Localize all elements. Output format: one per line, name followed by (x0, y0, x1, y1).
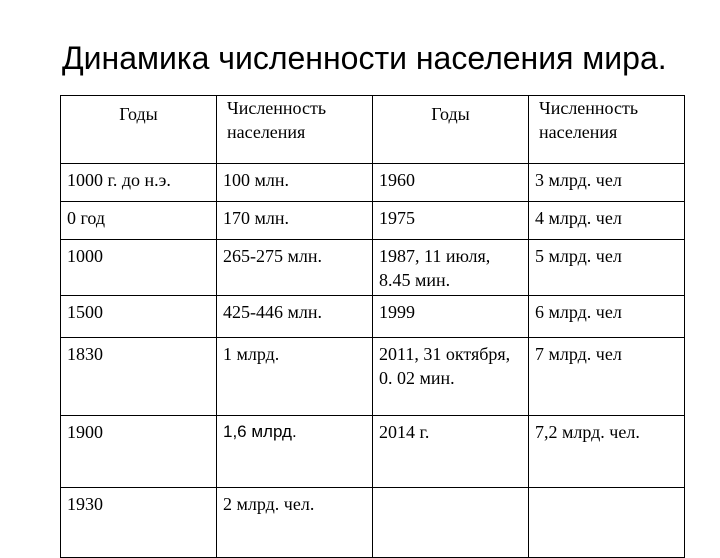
table-cell: 1987, 11 июля, 8.45 мин. (373, 240, 529, 296)
population-table (60, 95, 685, 558)
table-cell: 7 млрд. чел (529, 338, 685, 416)
table-cell: 170 млн. (217, 202, 373, 240)
table-cell: 1000 г. до н.э. (61, 164, 217, 202)
table-header-row (61, 96, 685, 164)
table-cell: 2011, 31 октября, 0. 02 мин. (373, 338, 529, 416)
table-cell: 1000 (61, 240, 217, 296)
table-cell: 7,2 млрд. чел. (529, 416, 685, 488)
table-cell: 2014 г. (373, 416, 529, 488)
table-cell: 4 млрд. чел (529, 202, 685, 240)
table-cell: 1930 (61, 488, 217, 558)
table-cell: 0 год (61, 202, 217, 240)
table-cell: 425-446 млн. (217, 296, 373, 338)
table-cell: 1960 (373, 164, 529, 202)
page-title: Динамика численности населения мира. (62, 40, 667, 76)
table-row (61, 338, 685, 416)
table-cell (529, 488, 685, 558)
table-cell: 265-275 млн. (217, 240, 373, 296)
table-cell: 1900 (61, 416, 217, 488)
table-row (61, 202, 685, 240)
table-cell: 1 млрд. (217, 338, 373, 416)
table-row (61, 488, 685, 558)
table-cell: 1830 (61, 338, 217, 416)
table-cell: 1999 (373, 296, 529, 338)
table-cell: 6 млрд. чел (529, 296, 685, 338)
header-years-2: Годы (373, 96, 529, 164)
table-row (61, 416, 685, 488)
table-cell: 3 млрд. чел (529, 164, 685, 202)
header-population-2: Численность населения (529, 96, 685, 164)
table-cell: 1975 (373, 202, 529, 240)
table-cell: 1,6 млрд. (217, 416, 373, 488)
table-row (61, 240, 685, 296)
table-row (61, 164, 685, 202)
table-cell: 100 млн. (217, 164, 373, 202)
header-years-1: Годы (61, 96, 217, 164)
table-row (61, 296, 685, 338)
table-cell (373, 488, 529, 558)
table-cell: 2 млрд. чел. (217, 488, 373, 558)
header-population-1: Численность населения (217, 96, 373, 164)
table-cell: 1500 (61, 296, 217, 338)
table-cell: 5 млрд. чел (529, 240, 685, 296)
